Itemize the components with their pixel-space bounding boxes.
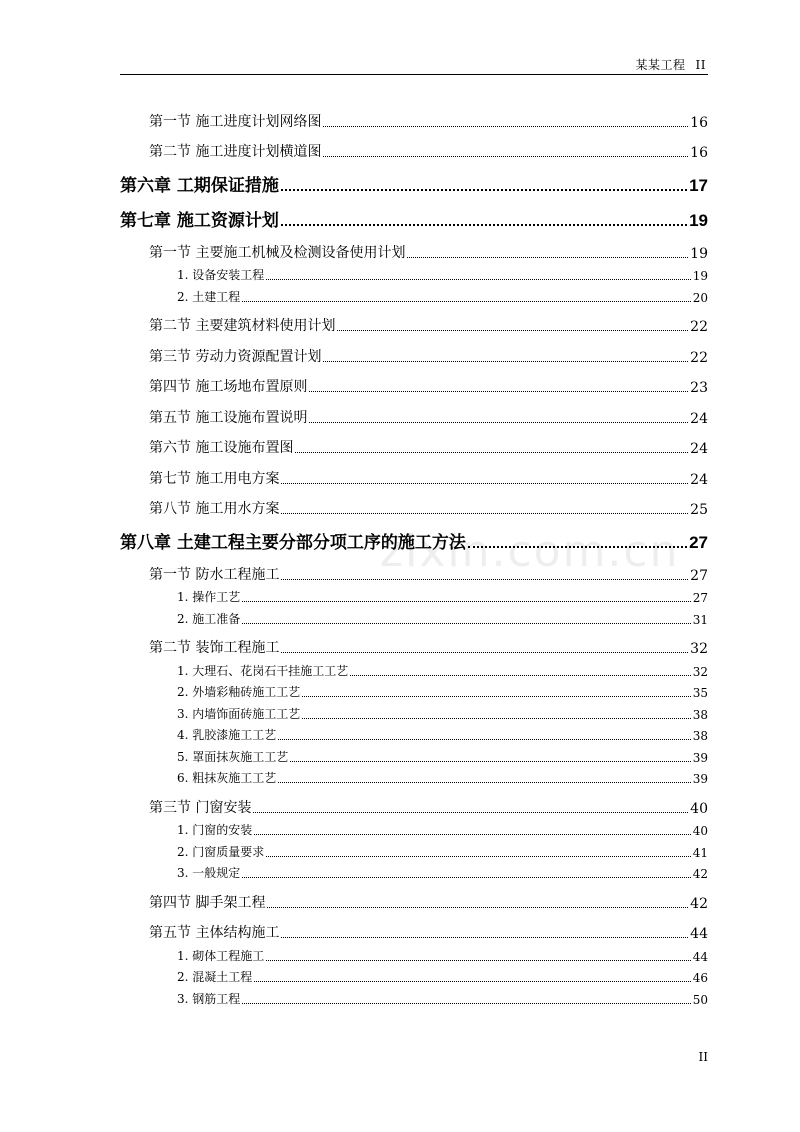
toc-entry-label: 第八节 施工用水方案 [149, 501, 280, 517]
toc-entry-page-number: 27 [689, 533, 708, 552]
toc-entry-page-number: 46 [692, 971, 708, 985]
toc-entry-label: 3. 一般规定 [177, 866, 241, 880]
toc-entry-page-number: 22 [690, 319, 708, 335]
toc-entry-section[interactable] [120, 786, 708, 817]
toc-entry-page-number: 19 [690, 245, 708, 262]
toc-entry-section[interactable] [120, 231, 708, 262]
toc-entry-label: 1. 砌体工程施工 [177, 948, 265, 963]
toc-entry-label: 1. 门窗的安装 [177, 823, 253, 837]
toc-entry-label: 第六章 工期保证措施 [120, 176, 279, 196]
toc-entry-label: 第二节 施工进度计划横道图 [149, 144, 322, 160]
toc-entry-page-number: 20 [692, 290, 708, 305]
dot-leader [278, 739, 690, 740]
toc-entry-page-number: 41 [692, 845, 708, 860]
toc-entry-page-number: 16 [690, 145, 708, 161]
toc-entry-page-number: 40 [690, 800, 708, 817]
toc-entry-item[interactable] [120, 765, 708, 787]
toc-entry-label: 第六节 施工设施布置图 [149, 440, 294, 456]
dot-leader [266, 856, 690, 857]
toc-entry-label: 第三节 劳动力资源配置计划 [149, 348, 322, 365]
toc-entry-page-number: 35 [692, 686, 708, 700]
toc-entry-page-number: 24 [690, 441, 708, 457]
dot-leader [281, 579, 688, 580]
toc-entry-label: 2. 施工准备 [177, 611, 241, 626]
toc-entry-label: 2. 门窗质量要求 [177, 844, 265, 859]
dot-leader [242, 601, 690, 602]
toc-entry-page-number: 32 [692, 664, 708, 679]
toc-entry-label: 第五节 施工设施布置说明 [149, 409, 308, 426]
toc-entry-item[interactable] [120, 283, 708, 305]
toc-entry-label: 第四节 脚手架工程 [149, 894, 266, 911]
toc-entry-label: 第一节 主要施工机械及检测设备使用计划 [149, 244, 406, 261]
dot-leader [309, 391, 688, 392]
toc-entry-section[interactable] [120, 553, 708, 584]
dot-leader [242, 301, 690, 302]
toc-entry-section[interactable] [120, 912, 708, 943]
toc-entry-page-number: 24 [690, 410, 708, 427]
toc-entry-page-number: 25 [690, 502, 708, 518]
dot-leader [309, 422, 688, 423]
toc-entry-item[interactable] [120, 722, 708, 744]
toc-entry-page-number: 19 [689, 211, 708, 230]
toc-entry-label: 2. 土建工程 [177, 289, 241, 304]
dot-leader [337, 330, 688, 331]
dot-leader [266, 960, 690, 961]
toc-entry-label: 3. 钢筋工程 [177, 991, 241, 1006]
dot-leader [302, 696, 690, 697]
toc-entry-item[interactable] [120, 657, 708, 679]
toc-entry-section[interactable] [120, 457, 708, 488]
toc-entry-chapter[interactable] [120, 196, 708, 231]
dot-leader [281, 189, 687, 191]
toc-entry-page-number: 31 [692, 612, 708, 627]
toc-entry-page-number: 16 [690, 114, 708, 131]
toc-entry-page-number: 23 [690, 380, 708, 396]
toc-entry-item[interactable] [120, 838, 708, 860]
dot-leader [302, 718, 690, 719]
dot-leader [242, 877, 690, 878]
toc-entry-label: 6. 粗抹灰施工工艺 [177, 771, 277, 785]
dot-leader [278, 782, 690, 783]
toc-entry-section[interactable] [120, 627, 708, 658]
toc-entry-chapter[interactable] [120, 161, 708, 196]
toc-entry-chapter[interactable] [120, 518, 708, 553]
header-page-number: II [695, 58, 706, 72]
toc-entry-page-number: 39 [692, 750, 708, 765]
toc-entry-item[interactable] [120, 679, 708, 701]
toc-entry-page-number: 27 [690, 567, 708, 584]
toc-entry-item[interactable] [120, 985, 708, 1007]
toc-entry-item[interactable] [120, 964, 708, 986]
toc-entry-label: 5. 罩面抹灰施工工艺 [177, 749, 289, 764]
toc-entry-item[interactable] [120, 700, 708, 722]
dot-leader [254, 834, 690, 835]
toc-entry-page-number: 17 [689, 176, 708, 195]
toc-entry-label: 第四节 施工场地布置原则 [149, 379, 308, 395]
dot-leader [295, 452, 688, 453]
toc-entry-page-number: 27 [692, 591, 708, 605]
toc-entry-item[interactable] [120, 262, 708, 284]
toc-entry-page-number: 40 [692, 824, 708, 838]
toc-entry-page-number: 24 [690, 471, 708, 488]
toc-entry-page-number: 42 [690, 895, 708, 912]
toc-entry-item[interactable] [120, 584, 708, 606]
dot-leader [323, 156, 688, 157]
dot-leader [242, 623, 690, 624]
toc-entry-label: 2. 外墙彩釉砖施工工艺 [177, 685, 301, 699]
footer-page-number: II [698, 1050, 708, 1064]
toc-entry-page-number: 39 [692, 772, 708, 786]
toc-entry-label: 第五节 主体结构施工 [149, 925, 280, 941]
toc-entry-label: 4. 乳胶漆施工工艺 [177, 728, 277, 742]
toc-entry-page-number: 38 [692, 729, 708, 743]
table-of-contents [120, 100, 708, 1007]
toc-entry-item[interactable] [120, 860, 708, 882]
dot-leader [281, 483, 688, 484]
toc-entry-section[interactable] [120, 396, 708, 427]
dot-leader [323, 126, 688, 127]
dot-leader [281, 937, 688, 938]
watermark: zixin.com.cn [380, 526, 680, 577]
dot-leader [254, 981, 690, 982]
toc-entry-section[interactable] [120, 335, 708, 366]
toc-entry-section[interactable] [120, 305, 708, 336]
dot-leader [290, 761, 690, 762]
toc-entry-label: 第一节 防水工程施工 [149, 566, 280, 583]
dot-leader [266, 279, 690, 280]
dot-leader [281, 652, 688, 653]
dot-leader [281, 224, 687, 226]
toc-entry-item[interactable] [120, 743, 708, 765]
dot-leader [267, 907, 688, 908]
toc-entry-label: 第二节 装饰工程施工 [149, 640, 280, 656]
toc-entry-page-number: 44 [690, 926, 708, 942]
toc-entry-section[interactable] [120, 427, 708, 458]
toc-entry-section[interactable] [120, 881, 708, 912]
toc-entry-label: 第一节 施工进度计划网络图 [149, 113, 322, 130]
toc-entry-item[interactable] [120, 942, 708, 964]
dot-leader [468, 546, 687, 548]
dot-leader [281, 513, 688, 514]
toc-entry-label: 第八章 土建工程主要分部分项工序的施工方法 [120, 533, 466, 553]
dot-leader [323, 361, 688, 362]
toc-entry-page-number: 42 [692, 867, 708, 881]
toc-entry-label: 2. 混凝土工程 [177, 970, 253, 984]
toc-entry-section[interactable] [120, 366, 708, 397]
dot-leader [407, 257, 688, 258]
toc-entry-section[interactable] [120, 131, 708, 162]
toc-entry-label: 1. 设备安装工程 [177, 268, 265, 282]
toc-entry-section[interactable] [120, 100, 708, 131]
toc-entry-item[interactable] [120, 605, 708, 627]
header-text [636, 56, 707, 73]
dot-leader [242, 1003, 690, 1004]
toc-entry-page-number: 44 [692, 949, 708, 964]
toc-entry-section[interactable] [120, 488, 708, 519]
toc-entry-label: 第三节 门窗安装 [149, 799, 252, 816]
toc-entry-label: 第七节 施工用电方案 [149, 470, 280, 487]
toc-entry-page-number: 38 [692, 707, 708, 722]
dot-leader [253, 812, 688, 813]
toc-entry-label: 第二节 主要建筑材料使用计划 [149, 318, 336, 334]
toc-entry-label: 1. 操作工艺 [177, 590, 241, 604]
toc-entry-label: 3. 内墙饰面砖施工工艺 [177, 706, 301, 721]
toc-entry-item[interactable] [120, 817, 708, 839]
toc-entry-label: 1. 大理石、花岗石干挂施工工艺 [177, 663, 349, 678]
toc-entry-page-number: 19 [692, 269, 708, 283]
page-header [120, 48, 708, 75]
toc-entry-page-number: 50 [692, 992, 708, 1007]
dot-leader [350, 675, 690, 676]
header-title: 某某工程 [635, 58, 686, 72]
toc-entry-page-number: 22 [690, 349, 708, 366]
toc-entry-page-number: 32 [690, 641, 708, 657]
toc-entry-label: 第七章 施工资源计划 [120, 211, 279, 231]
